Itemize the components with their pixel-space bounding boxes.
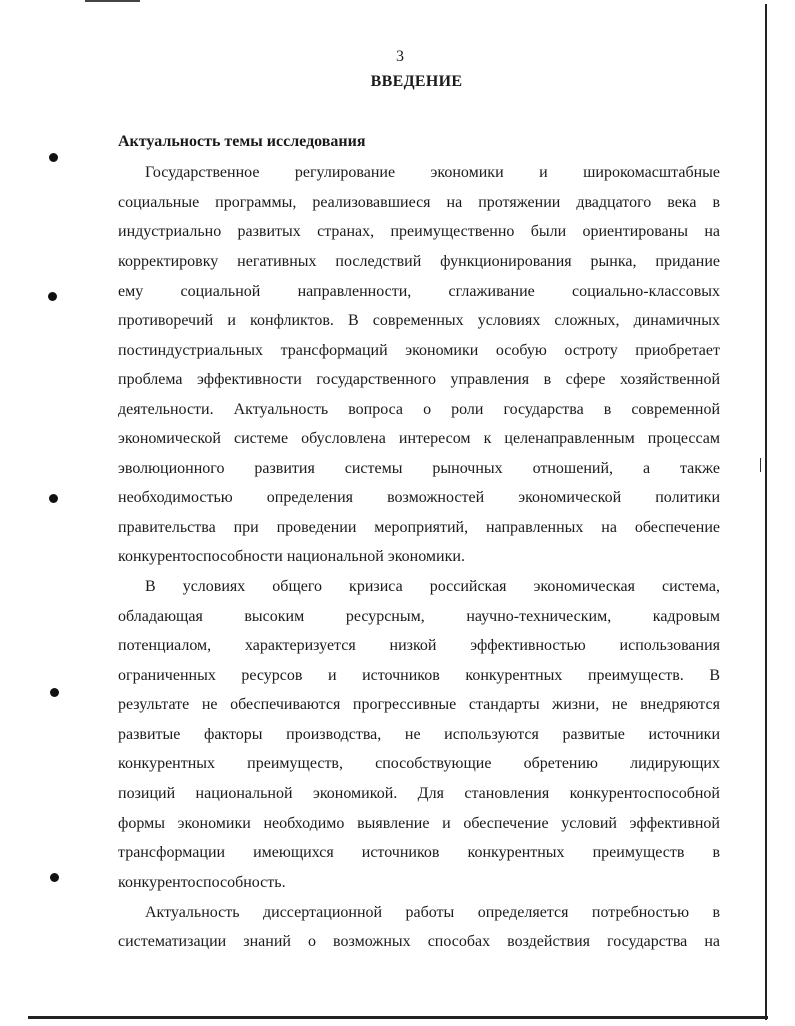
scan-mark	[760, 458, 761, 472]
text-line: ему социальной направленности, сглаживание социально-классовых	[118, 283, 720, 300]
punch-hole-mark	[49, 153, 58, 162]
scan-top-line	[85, 0, 140, 2]
punch-hole-mark	[48, 292, 57, 301]
scan-right-edge	[765, 4, 767, 1020]
text-line: формы экономики необходимо выявление и обеспечение условий эффективной	[118, 815, 720, 832]
text-line: эволюционного развития системы рыночных отношений, а также	[118, 460, 720, 477]
punch-hole-mark	[50, 873, 59, 882]
text-line: обладающая высоким ресурсным, научно-техническим, кадровым	[118, 608, 720, 625]
text-line: экономической системе обусловлена интересом к целенаправленным процессам	[118, 430, 720, 447]
text-line: деятельности. Актуальность вопроса о роли государства в современной	[118, 401, 720, 418]
text-line: ограниченных ресурсов и источников конкурентных преимуществ. В	[118, 667, 720, 684]
punch-hole-mark	[49, 494, 58, 503]
page-number: 3	[396, 48, 404, 65]
text-line: конкурентных преимуществ, способствующие обретению лидирующих	[118, 755, 720, 772]
text-line: противоречий и конфликтов. В современных условиях сложных, динамичных	[118, 312, 720, 329]
text-line: потенциалом, характеризуется низкой эффективностью использования	[118, 637, 720, 654]
punch-hole-mark	[50, 688, 59, 697]
text-line: корректировку негативных последствий функционирования рынка, придание	[118, 253, 720, 270]
text-line: конкурентоспособности национальной экономики.	[118, 548, 465, 565]
text-line: постиндустриальных трансформаций экономики особую остроту приобретает	[118, 342, 720, 359]
section-heading: Актуальность темы исследования	[118, 133, 366, 150]
text-line: индустриально развитых странах, преимущественно были ориентированы на	[118, 223, 720, 240]
text-line: развитые факторы производства, не используются развитые источники	[118, 726, 720, 743]
page-title: ВВЕДЕНИЕ	[370, 73, 463, 90]
text-line: результате не обеспечиваются прогрессивные стандарты жизни, не внедряются	[118, 696, 720, 713]
text-line: В условиях общего кризиса российская экономическая система,	[145, 578, 720, 595]
text-line: проблема эффективности государственного управления в сфере хозяйственной	[118, 371, 720, 388]
text-line: позиций национальной экономикой. Для становления конкурентоспособной	[118, 785, 720, 802]
text-line: необходимостью определения возможностей экономической политики	[118, 489, 720, 506]
scan-bottom-edge	[28, 1016, 768, 1019]
text-line: Актуальность диссертационной работы определяется потребностью в	[145, 904, 720, 921]
text-line: Государственное регулирование экономики и широкомасштабные	[145, 164, 720, 181]
text-line: правительства при проведении мероприятий, направленных на обеспечение	[118, 519, 720, 536]
text-line: систематизации знаний о возможных способах воздействия государства на	[118, 933, 720, 950]
text-line: конкурентоспособность.	[118, 874, 286, 891]
text-line: трансформации имеющихся источников конкурентных преимуществ в	[118, 844, 720, 861]
text-line: социальные программы, реализовавшиеся на протяжении двадцатого века в	[118, 194, 720, 211]
